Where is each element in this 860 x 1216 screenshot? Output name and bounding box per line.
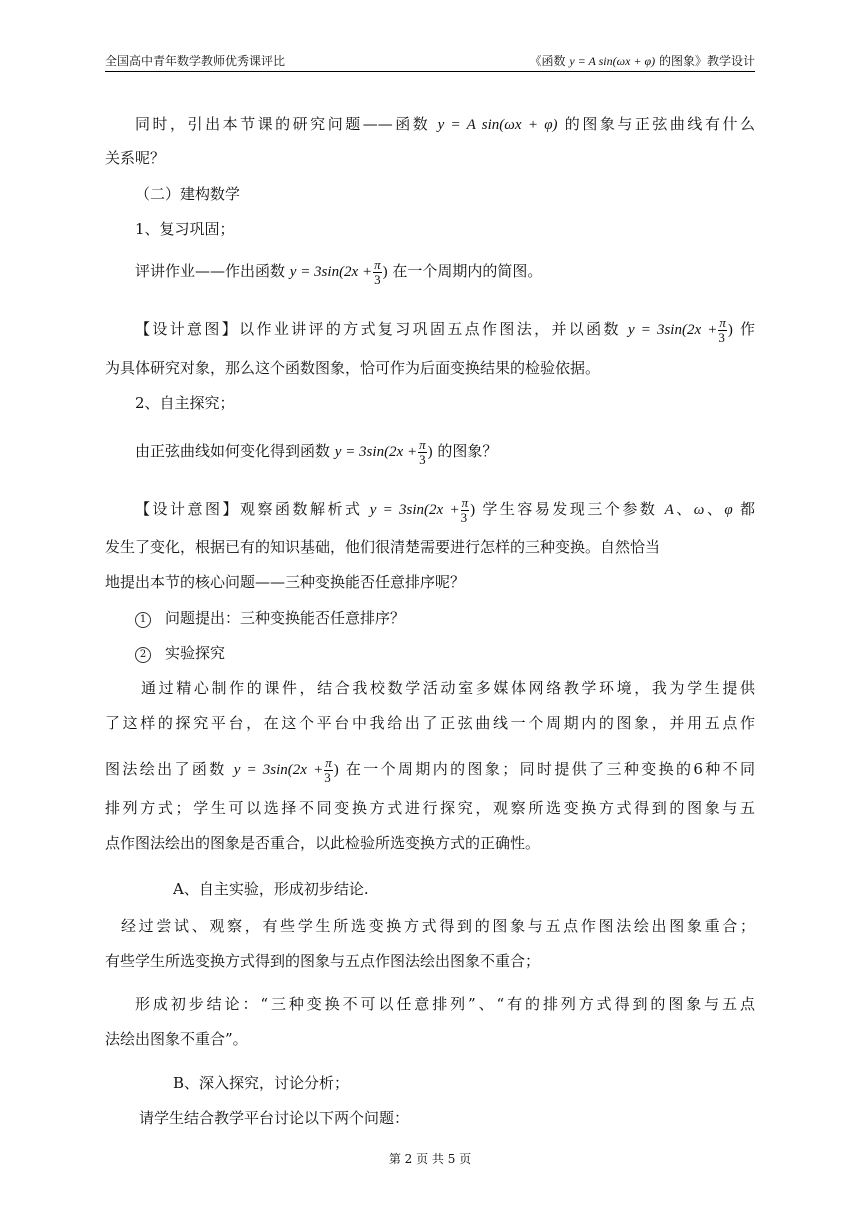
experiment-line1: 通过精心制作的课件，结合我校数学活动室多媒体网络教学环境，我为学生提供 (141, 679, 755, 697)
step-a-heading: A、自主实验，形成初步结论. (173, 880, 369, 898)
circled-number-1: 1 (135, 612, 151, 628)
result-line1: 形成初步结论：“三种变换不可以任意排列”、“有的排列方式得到的图象与五点 (135, 995, 755, 1013)
circled-number-2: 2 (135, 647, 151, 663)
header-rule (105, 71, 755, 72)
list-item-1: 1 问题提出：三种变换能否任意排序？ (105, 608, 755, 628)
design-intent-2-line3: 地提出本节的核心问题——三种变换能否任意排序呢？ (105, 573, 466, 591)
trial-line1: 经过尝试、观察，有些学生所选变换方式得到的图象与五点作图法绘出图象重合； (121, 917, 755, 935)
para-intro-line2: 关系呢？ (105, 149, 166, 167)
design-intent-1-line2: 为具体研究对象，那么这个函数图象，恰可作为后面变换结果的检验依据。 (105, 359, 601, 377)
subsection-2: 2、自主探究； (135, 394, 235, 412)
formula-3sin: y = 3sin(2x + $\frac{\pi}{3}$ ) (334, 437, 433, 467)
header-right: 《函数 y = A sin(ωx + φ) 的图象》教学设计 (529, 54, 755, 68)
page-footer: 第 2 页 共 5 页 (388, 1152, 472, 1166)
question-line: 由正弦曲线如何变化得到函数 y = 3sin(2x + $\frac{\pi}{3}$ ) 的图象？ (135, 437, 498, 467)
para-intro-line1: 同时，引出本节课的研究问题——函数 y = A sin(ωx + φ) 的图象与正弦曲线有什么 (135, 115, 755, 133)
formula-3sin: y = 3sin(2x + $\frac{\pi}{3}$ ) (369, 495, 476, 525)
formula-3sin: y = 3sin(2x + $\frac{\pi}{3}$ ) (627, 315, 733, 345)
design-intent-1-line1: 【设计意图】以作业讲评的方式复习巩固五点作图法，并以函数 y = 3sin(2x + $\frac{\pi}{3}$ ) 作 (135, 315, 755, 345)
design-intent-2-line2: 发生了变化，根据已有的知识基础，他们很清楚需要进行怎样的三种变换。自然恰当 (105, 538, 661, 556)
formula-general: y = A sin(ωx + φ) (437, 117, 558, 133)
section-heading-2: （二）建构数学 (135, 185, 241, 203)
experiment-line4: 排列方式；学生可以选择不同变换方式进行探究，观察所选变换方式得到的图象与五 (105, 799, 755, 817)
step-b-heading: B、深入探究，讨论分析； (173, 1074, 350, 1092)
experiment-line2: 了这样的探究平台，在这个平台中我给出了正弦曲线一个周期内的图象，并用五点作 (105, 714, 755, 732)
experiment-line5: 点作图法绘出的图象是否重合，以此检验所选变换方式的正确性。 (105, 834, 541, 852)
subsection-1: 1、复习巩固； (135, 220, 235, 238)
result-line2: 法绘出图象不重合”。 (105, 1030, 248, 1048)
design-intent-2-line1: 【设计意图】观察函数解析式 y = 3sin(2x + $\frac{\pi}{3}$ ) 学生容易发现三个参数 A、ω、φ 都 (135, 495, 755, 525)
page-header (105, 52, 755, 72)
list-item-2: 2 实验探究 (105, 643, 755, 663)
formula-3sin: y = 3sin(2x + $\frac{\pi}{3}$ ) (233, 755, 339, 785)
formula-3sin: y = 3sin(2x + $\frac{\pi}{3}$ ) (289, 257, 388, 287)
homework-line: 评讲作业——作出函数 y = 3sin(2x + $\frac{\pi}{3}$ ) 在一个周期内的简图。 (135, 257, 543, 287)
header-formula: y = A sin(ωx + φ) (569, 54, 656, 68)
trial-line2: 有些学生所选变换方式得到的图象与五点作图法绘出图象不重合； (105, 952, 541, 970)
experiment-line3: 图法绘出了函数 y = 3sin(2x + $\frac{\pi}{3}$ ) 在一个周期内的图象；同时提供了三种变换的6种不同 (105, 755, 755, 785)
discussion-line: 请学生结合教学平台讨论以下两个问题： (139, 1109, 410, 1127)
header-left: 全国高中青年数学教师优秀课评比 (105, 54, 286, 68)
